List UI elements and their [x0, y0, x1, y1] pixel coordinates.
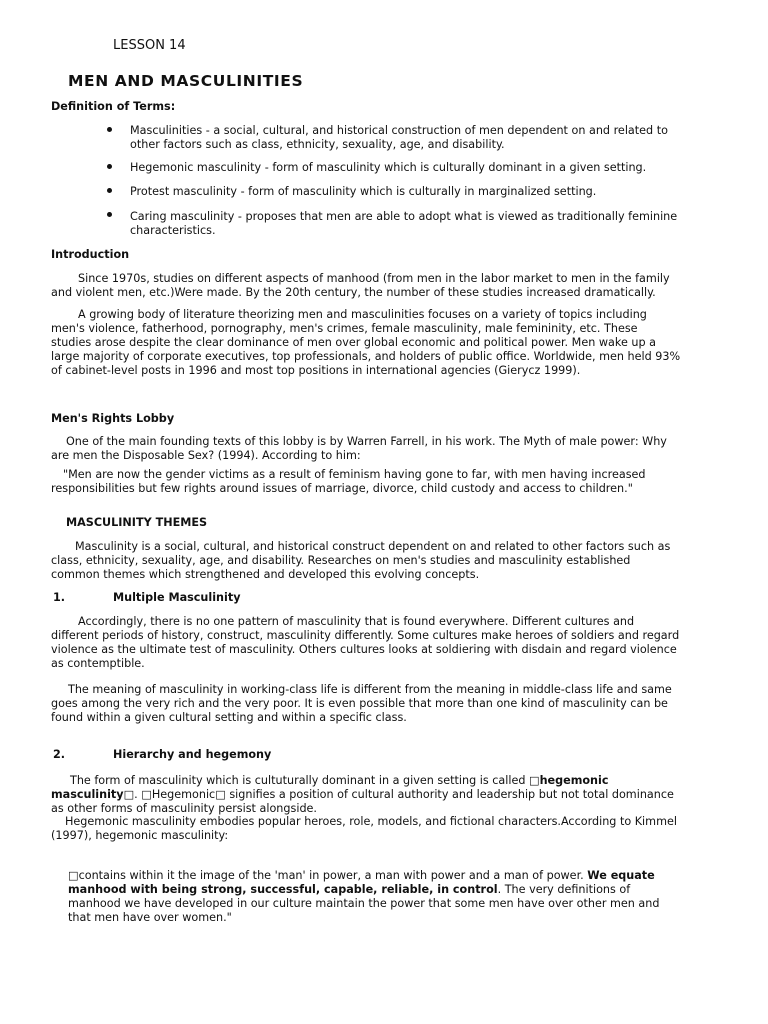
bullet-icon	[107, 212, 112, 217]
introduction-heading: Introduction	[51, 248, 130, 261]
intro-paragraph: Since 1970s, studies on different aspects of manhood (from men in the labor market to men in the family and violent men, etc.)Were made. By the 20th century, the number of these studies increased dramatically.	[51, 272, 670, 299]
rights-lobby-paragraph: One of the main founding texts of this lobby is by Warren Farrell, in his work. The Myth of male power: Why are men the Disposable Sex? (1994). According to him:	[51, 435, 667, 462]
definition-item: Masculinities - a social, cultural, and historical construction of men dependent on and related to other factors such as class, ethnicity, sexuality, age, and disability.	[130, 124, 668, 151]
theme-paragraph: Hegemonic masculinity embodies popular heroes, role, models, and fictional characters.According to Kimmel (1997), hegemonic masculinity:	[51, 815, 677, 842]
bold-term: □hegemonic masculinity□	[51, 774, 609, 801]
theme-heading: Multiple Masculinity	[113, 591, 241, 604]
text-run: The form of masculinity which is cultuturally dominant in a given setting is called	[70, 774, 529, 787]
bullet-icon	[107, 127, 112, 132]
theme-heading: Hierarchy and hegemony	[113, 748, 272, 761]
lesson-label: LESSON 14	[113, 38, 186, 53]
definitions-heading: Definition of Terms:	[51, 100, 176, 113]
bold-emphasis: We equate manhood with being strong, successful, capable, reliable, in control	[68, 869, 655, 896]
theme-number: 1.	[53, 591, 66, 604]
definition-item: Protest masculinity - form of masculinity which is culturally in marginalized setting.	[130, 185, 597, 198]
theme-paragraph	[51, 774, 681, 816]
definition-item: Hegemonic masculinity - form of masculinity which is culturally dominant in a given setting.	[130, 161, 647, 174]
page-title: MEN AND MASCULINITIES	[68, 72, 304, 90]
theme-paragraph: The meaning of masculinity in working-class life is different from the meaning in middle-class life and same goes among the very rich and the very poor. It is even possible that more than one kind of masculinity can be found within a given cultural setting and within a specific class.	[51, 683, 672, 724]
kimmel-quote	[68, 869, 678, 925]
intro-paragraph: A growing body of literature theorizing men and masculinities focuses on a variety of topics including men's violence, fatherhood, pornography, men's crimes, female masculinity, male femininity, etc. These studies arose despite the clear dominance of men over global economic and political power. Men wake up a large majority of corporate executives, top professionals, and holders of public office. Worldwide, men held 93% of cabinet-level posts in 1996 and most top positions in international agencies (Gierycz 1999).	[51, 308, 681, 377]
bullet-icon	[107, 164, 112, 169]
bullet-icon	[107, 188, 112, 193]
text-run: □contains within it the image of the 'man' in power, a man with power and a man of power.	[68, 869, 588, 882]
rights-lobby-heading: Men's Rights Lobby	[51, 412, 175, 425]
themes-heading: MASCULINITY THEMES	[66, 516, 208, 529]
theme-number: 2.	[53, 748, 66, 761]
theme-paragraph: Accordingly, there is no one pattern of masculinity that is found everywhere. Different cultures and different periods of history, construct, masculinity differently. Some cultures make heroes of soldiers and regard violence as the ultimate test of masculinity. Others cultures looks at soldiering with disdain and regard violence as contemptible.	[51, 615, 680, 670]
text-run: . □Hegemonic□ signifies a position of cultural authority and leadership but not total dominance as other forms of masculinity persist alongside.	[51, 788, 674, 815]
definition-item: Caring masculinity - proposes that men are able to adopt what is viewed as traditionally feminine characteristics.	[130, 210, 678, 237]
themes-intro: Masculinity is a social, cultural, and historical construct dependent on and related to other factors such as class, ethnicity, sexuality, age, and disability. Researches on men's studies and masculinity established common themes which strengthened and developed this evolving concepts.	[51, 540, 671, 581]
text-run: . The very definitions of manhood we have developed in our culture maintain the power that some men have over other men and that men have over women."	[68, 883, 660, 924]
rights-lobby-quote: "Men are now the gender victims as a result of feminism having gone to far, with men having increased responsibilities but few rights around issues of marriage, divorce, child custody and access to children."	[51, 468, 646, 495]
